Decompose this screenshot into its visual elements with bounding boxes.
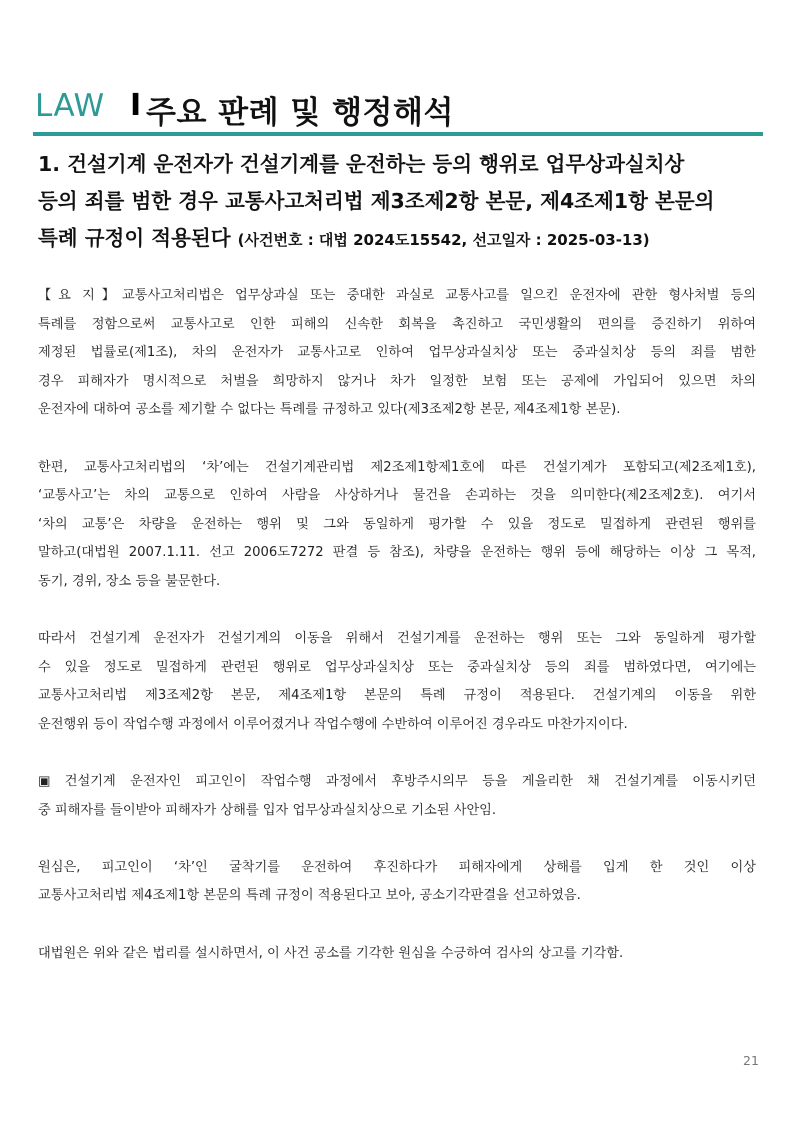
summary-paragraph — [38, 282, 756, 425]
case-title — [38, 146, 763, 259]
case-title-text: 특례 규정이 적용된다 — [38, 226, 231, 250]
text-line: 말하고(대법원 2007.1.11. 선고 2006도7272 판결 등 참조), 차량을 운전하는 행위 등에 해당하는 이상 그 목적, — [38, 545, 756, 561]
text-line: 특례를 정함으로써 교통사고로 인한 피해의 신속한 회복을 촉진하고 국민생활의 편의를 증진하기 위하여 — [38, 316, 756, 332]
text-line: 원심은, 피고인이 ‘차’인 굴착기를 운전하여 후진하다가 피해자에게 상해를 입게 한 것인 이상 — [38, 859, 756, 875]
text-line: 수 있을 정도로 밀접하게 관련된 행위로 업무상과실치상 또는 중과실치상 등의 죄를 범하였다면, 여기에는 — [38, 659, 756, 675]
text-line: 중 피해자를 들이받아 피해자가 상해를 입자 업무상과실치상으로 기소된 사안임. — [38, 802, 497, 818]
text-line: 동기, 경위, 장소 등을 불문한다. — [38, 573, 221, 589]
header-separator: I — [130, 88, 142, 123]
text-line: 【요 지】교통사고처리법은 업무상과실 또는 중대한 과실로 교통사고를 일으킨 운전자에 관한 형사처벌 등의 — [38, 288, 756, 303]
case-title-line-3 — [38, 220, 763, 259]
text-line: ‘차의 교통’은 차량을 운전하는 행위 및 그와 동일하게 평가할 수 있을 정도로 밀접하게 관련된 행위를 — [38, 516, 756, 532]
case-title-line-1: 1. 건설기계 운전자가 건설기계를 운전하는 등의 행위로 업무상과실치상 — [38, 152, 685, 176]
case-facts-paragraph — [38, 768, 756, 825]
text-line: ▣ 건설기계 운전자인 피고인이 작업수행 과정에서 후방주시의무 등을 게을리한 채 건설기계를 이동시키던 — [38, 774, 756, 790]
law-label: LAW — [35, 88, 105, 124]
document-body — [38, 282, 756, 997]
text-line: 따라서 건설기계 운전자가 건설기계의 이동을 위해서 건설기계를 운전하는 행위 또는 그와 동일하게 평가할 — [38, 631, 756, 647]
section-header — [33, 86, 763, 132]
text-line: 운전행위 등이 작업수행 과정에서 이루어졌거나 작업수행에 수반하여 이루어진 경우라도 마찬가지이다. — [38, 716, 628, 732]
lower-court-paragraph — [38, 854, 756, 911]
page-number: 21 — [743, 1053, 759, 1068]
header-divider — [33, 132, 763, 136]
text-line: 제정된 법률로(제1조), 차의 운전자가 교통사고로 인하여 업무상과실치상 또는 중과실치상 등의 죄를 범한 — [38, 345, 756, 361]
conclusion-paragraph — [38, 625, 756, 739]
text-line: 운전자에 대하여 공소를 제기할 수 없다는 특례를 규정하고 있다(제3조제2항 본문, 제4조제1항 본문). — [38, 402, 621, 418]
supreme-court-paragraph — [38, 940, 756, 969]
section-title: 주요 판례 및 행정해석 — [146, 95, 454, 131]
text-line: 교통사고처리법 제4조제1항 본문의 특례 규정이 적용된다고 보아, 공소기각판결을 선고하였음. — [38, 888, 581, 904]
text-line: 교통사고처리법 제3조제2항 본문, 제4조제1항 본문의 특례 규정이 적용된다. 건설기계의 이동을 위한 — [38, 688, 756, 704]
text-line: ‘교통사고’는 차의 교통으로 인하여 사람을 사상하거나 물건을 손괴하는 것을 의미한다(제2조제2호). 여기서 — [38, 488, 756, 504]
definition-paragraph — [38, 454, 756, 597]
case-title-line-2: 등의 죄를 범한 경우 교통사고처리법 제3조제2항 본문, 제4조제1항 본문의 — [38, 189, 715, 213]
case-meta: (사건번호 : 대법 2024도15542, 선고일자 : 2025-03-13) — [237, 231, 650, 249]
text-line: 경우 피해자가 명시적으로 처벌을 희망하지 않거나 차가 일정한 보험 또는 공제에 가입되어 있으면 차의 — [38, 373, 756, 389]
text-line: 한편, 교통사고처리법의 ‘차’에는 건설기계관리법 제2조제1항제1호에 따른 건설기계가 포함되고(제2조제1호), — [38, 459, 756, 475]
text-line: 대법원은 위와 같은 법리를 설시하면서, 이 사건 공소를 기각한 원심을 수긍하여 검사의 상고를 기각함. — [38, 945, 624, 961]
